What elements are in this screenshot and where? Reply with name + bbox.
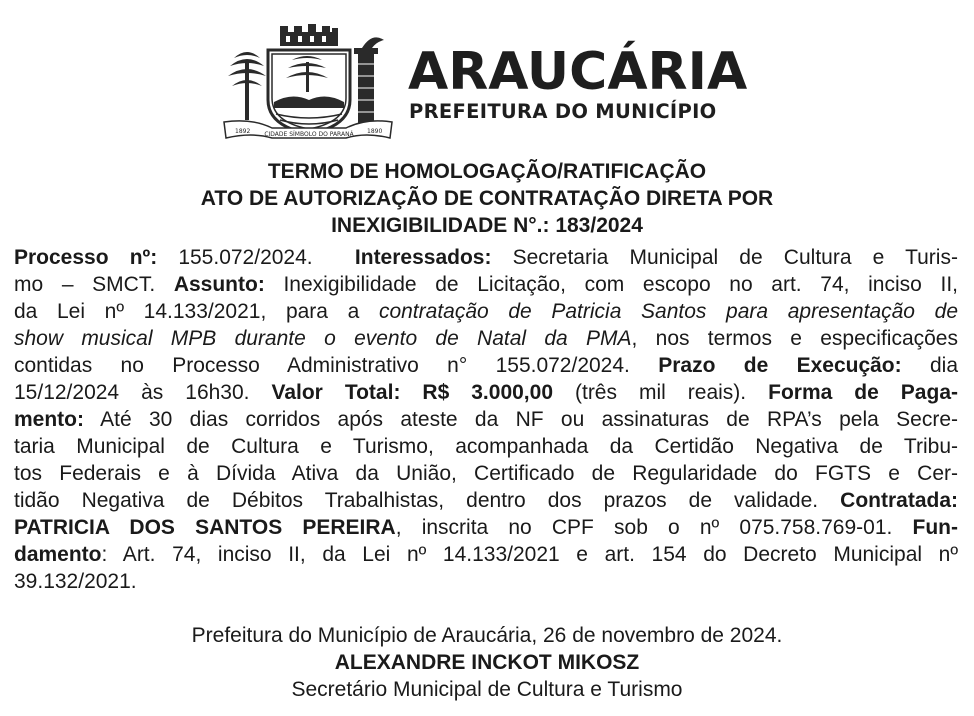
body-line-12 (14, 541, 958, 568)
assunto-italic-cont: show musical MPB durante o evento de Natal da PMA (14, 327, 632, 350)
valor-value: (três mil reais). (553, 381, 769, 404)
assunto-value: Inexigibilidade de Licitação, com escopo no art. 74, inciso II, (264, 273, 958, 296)
assunto-value-cont: da Lei nº 14.133/2021, para a (14, 300, 379, 323)
forma-label-cont: mento: (14, 408, 84, 431)
processo-value: 155.072/2024. (157, 246, 355, 269)
brand-name: ARAUCÁRIA (408, 42, 748, 102)
assunto-value-4: contidas no Processo Administrativo n° 155.072/2024. (14, 354, 659, 377)
fundamento-value: : Art. 74, inciso II, da Lei nº 14.133/2021 e art. 154 do Decreto Municipal nº (101, 543, 958, 566)
fundamento-value-cont: 39.132/2021. (14, 570, 137, 593)
document-titles (0, 158, 974, 239)
document-body (14, 244, 958, 595)
body-line-4 (14, 325, 958, 352)
body-line-5 (14, 352, 958, 379)
processo-label: Processo nº: (14, 246, 158, 269)
forma-value-4: tidão Negativa de Débitos Trabalhistas, dentro dos prazos de validade. (14, 489, 841, 512)
assunto-italic: contratação de Patricia Santos para apresentação de (378, 300, 958, 323)
document-closing (0, 622, 974, 703)
municipal-coat-of-arms (222, 22, 394, 140)
crest-year-left: 1892 (235, 128, 251, 135)
title-line-1: TERMO DE HOMOLOGAÇÃO/RATIFICAÇÃO (267, 160, 707, 183)
body-line-11 (14, 514, 958, 541)
title-line-2: ATO DE AUTORIZAÇÃO DE CONTRATAÇÃO DIRETA POR (200, 187, 774, 210)
body-line-2 (14, 271, 958, 298)
contratada-value: , inscrita no CPF sob o nº 075.758.769-01. (395, 516, 913, 539)
body-line-3 (14, 298, 958, 325)
interessados-label: Interessados: (354, 246, 492, 269)
signer-name: ALEXANDRE INCKOT MIKOSZ (334, 651, 640, 674)
crest-year-right: 1890 (367, 128, 383, 135)
fundamento-label: Fun- (912, 516, 958, 539)
prazo-value: dia (901, 354, 958, 377)
place-and-date: Prefeitura do Município de Araucária, 26 de novembro de 2024. (191, 624, 783, 647)
assunto-label: Assunto: (173, 273, 265, 296)
forma-label: Forma de Paga- (768, 381, 958, 404)
fundamento-label-cont: damento (14, 543, 102, 566)
prazo-value-cont: 15/12/2024 às 16h30. (14, 381, 272, 404)
body-line-13 (14, 568, 958, 595)
assunto-value-3: , nos termos e especificações (631, 327, 958, 350)
contratada-name: PATRICIA DOS SANTOS PEREIRA (14, 516, 396, 539)
signer-role: Secretário Municipal de Cultura e Turismo (291, 678, 683, 701)
prazo-label: Prazo de Execução: (658, 354, 902, 377)
interessados-value: Secretaria Municipal de Cultura e Turis- (491, 246, 958, 269)
title-line-3: INEXIGIBILIDADE N°.: 183/2024 (331, 214, 643, 237)
contratada-label: Contratada: (840, 489, 958, 512)
brand-subtitle: PREFEITURA DO MUNICÍPIO (409, 100, 717, 123)
body-line-7 (14, 406, 958, 433)
document-header (0, 22, 974, 140)
forma-value: Até 30 dias corridos após ateste da NF ou assinaturas de RPA’s pela Secre- (84, 408, 958, 431)
crest-motto: CIDADE SÍMBOLO DO PARANÁ (264, 131, 354, 138)
interessados-value-cont: mo – SMCT. (14, 273, 174, 296)
body-line-9 (14, 460, 958, 487)
body-line-6 (14, 379, 958, 406)
body-line-10 (14, 487, 958, 514)
forma-value-3: tos Federais e à Dívida Ativa da União, Certificado de Regularidade do FGTS e Cer- (14, 462, 958, 485)
body-line-8 (14, 433, 958, 460)
forma-value-2: taria Municipal de Cultura e Turismo, acompanhada da Certidão Negativa de Tribu- (14, 435, 958, 458)
valor-label: Valor Total: R$ 3.000,00 (271, 381, 553, 404)
body-line-1 (14, 244, 958, 271)
